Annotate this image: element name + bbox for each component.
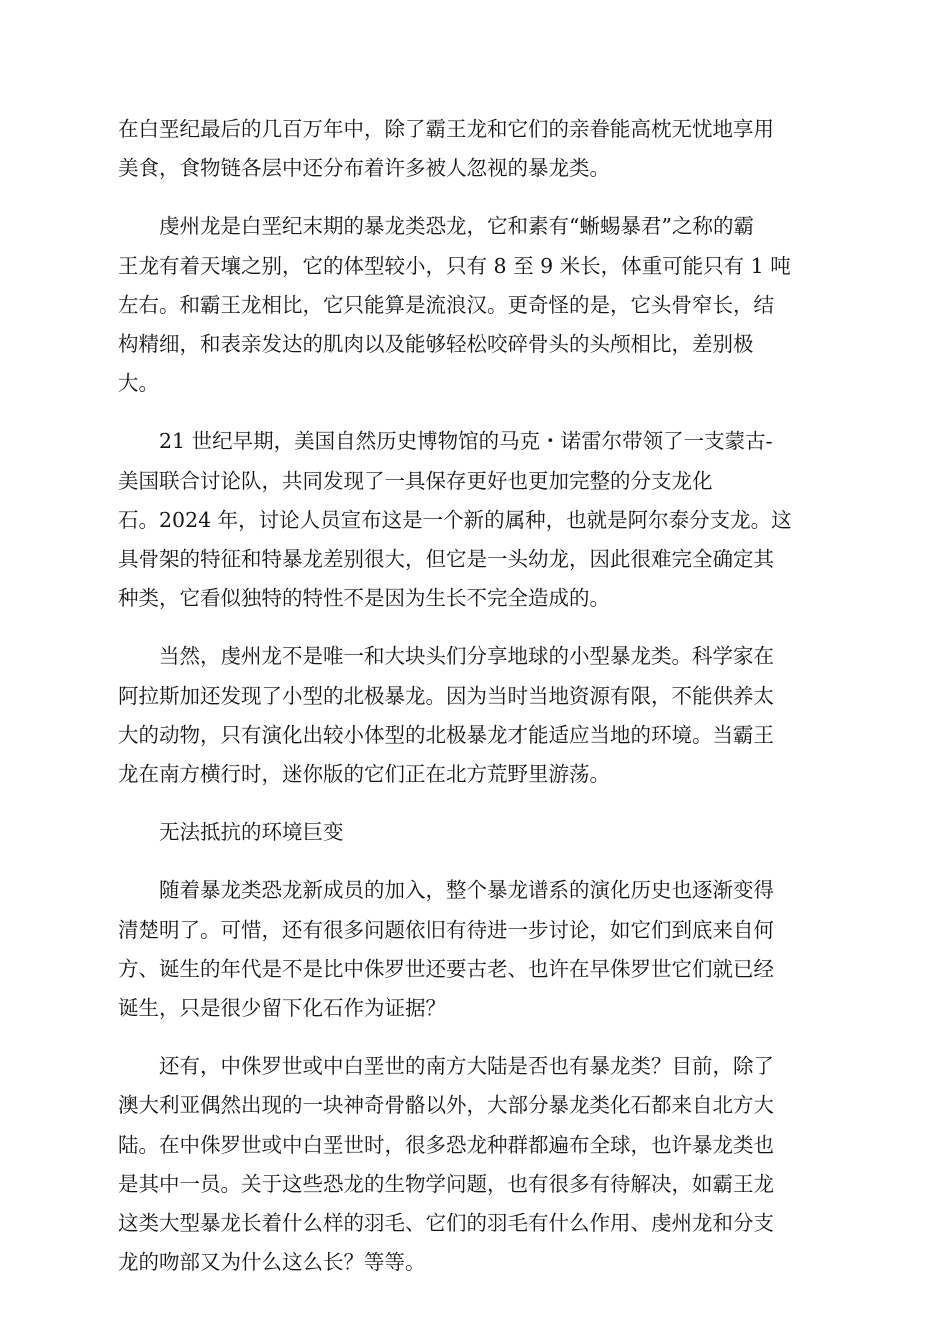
- text-line: 左右。和霸王龙相比，它只能算是流浪汉。更奇怪的是，它头骨窄长，结: [118, 292, 774, 317]
- text-line: 方、诞生的年代是不是比中侏罗世还要古老、也许在早侏罗世它们就已经: [118, 956, 774, 981]
- paragraph-southern-continents: [118, 1047, 834, 1282]
- text-line: 澳大利亚偶然出现的一块神奇骨骼以外，大部分暴龙类化石都来自北方大: [118, 1093, 774, 1118]
- text-line: 王龙有着天壤之别，它的体型较小，只有 8 至 9 米长，体重可能只有 1 吨: [118, 253, 791, 278]
- text-line: 这类大型暴龙长着什么样的羽毛、它们的羽毛有什么作用、虔州龙和分支: [118, 1211, 774, 1236]
- paragraph-qianzhousaurus: [118, 207, 834, 403]
- text-line: 当然，虔州龙不是唯一和大块头们分享地球的小型暴龙类。科学家在: [159, 644, 774, 669]
- text-line: 构精细，和表亲发达的肌肉以及能够轻松咬碎骨头的头颅相比，差别极: [118, 332, 754, 357]
- text-line: 在白垩纪最后的几百万年中，除了霸王龙和它们的亲眷能高枕无忧地享用: [118, 117, 774, 141]
- text-line: 美食，食物链各层中还分布着许多被人忽视的暴龙类。: [118, 156, 610, 181]
- text-line: 诞生，只是很少留下化石作为证据？: [118, 996, 446, 1021]
- text-line: 石。2024 年，讨论人员宣布这是一个新的属种，也就是阿尔泰分支龙。这: [118, 507, 792, 532]
- text-line: 清楚明了。可惜，还有很多问题依旧有待进一步讨论，如它们到底来自何: [118, 917, 774, 942]
- text-line: 是其中一员。关于这些恐龙的生物学问题，也有很多有待解决，如霸王龙: [118, 1171, 774, 1196]
- section-heading: [118, 813, 834, 852]
- paragraph-intro: [118, 110, 834, 188]
- text-line: 美国联合讨论队，共同发现了一具保存更好也更加完整的分支龙化: [118, 468, 713, 493]
- text-line: 种类，它看似独特的特性不是因为生长不完全造成的。: [118, 586, 610, 611]
- text-line: 还有，中侏罗世或中白垩世的南方大陆是否也有暴龙类？目前，除了: [159, 1054, 774, 1079]
- text-line: 具骨架的特征和特暴龙差别很大，但它是一头幼龙，因此很难完全确定其: [118, 547, 774, 572]
- text-line: 陆。在中侏罗世或中白垩世时，很多恐龙种群都遍布全球，也许暴龙类也: [118, 1132, 774, 1157]
- text-line: 随着暴龙类恐龙新成员的加入，整个暴龙谱系的演化历史也逐渐变得: [159, 878, 774, 903]
- document-page: [118, 110, 834, 1282]
- text-line: 21 世纪早期，美国自然历史博物馆的马克・诺雷尔带领了一支蒙古-: [159, 429, 773, 454]
- text-line: 阿拉斯加还发现了小型的北极暴龙。因为当时当地资源有限，不能供养太: [118, 683, 774, 708]
- text-line: 大。: [118, 371, 159, 396]
- text-line: 龙的吻部又为什么这么长？等等。: [118, 1250, 426, 1275]
- paragraph-alioramus: [118, 422, 834, 618]
- text-line: 大的动物，只有演化出较小体型的北极暴龙才能适应当地的环境。当霸王: [118, 722, 774, 747]
- text-line: 虔州龙是白垩纪末期的暴龙类恐龙，它和素有“蜥蜴暴君”之称的霸: [159, 214, 754, 239]
- paragraph-nanuqsaurus: [118, 637, 834, 794]
- text-line: 龙在南方横行时，迷你版的它们正在北方荒野里游荡。: [118, 762, 610, 787]
- section-heading-text: 无法抵抗的环境巨变: [159, 820, 344, 845]
- paragraph-lineage: [118, 871, 834, 1028]
